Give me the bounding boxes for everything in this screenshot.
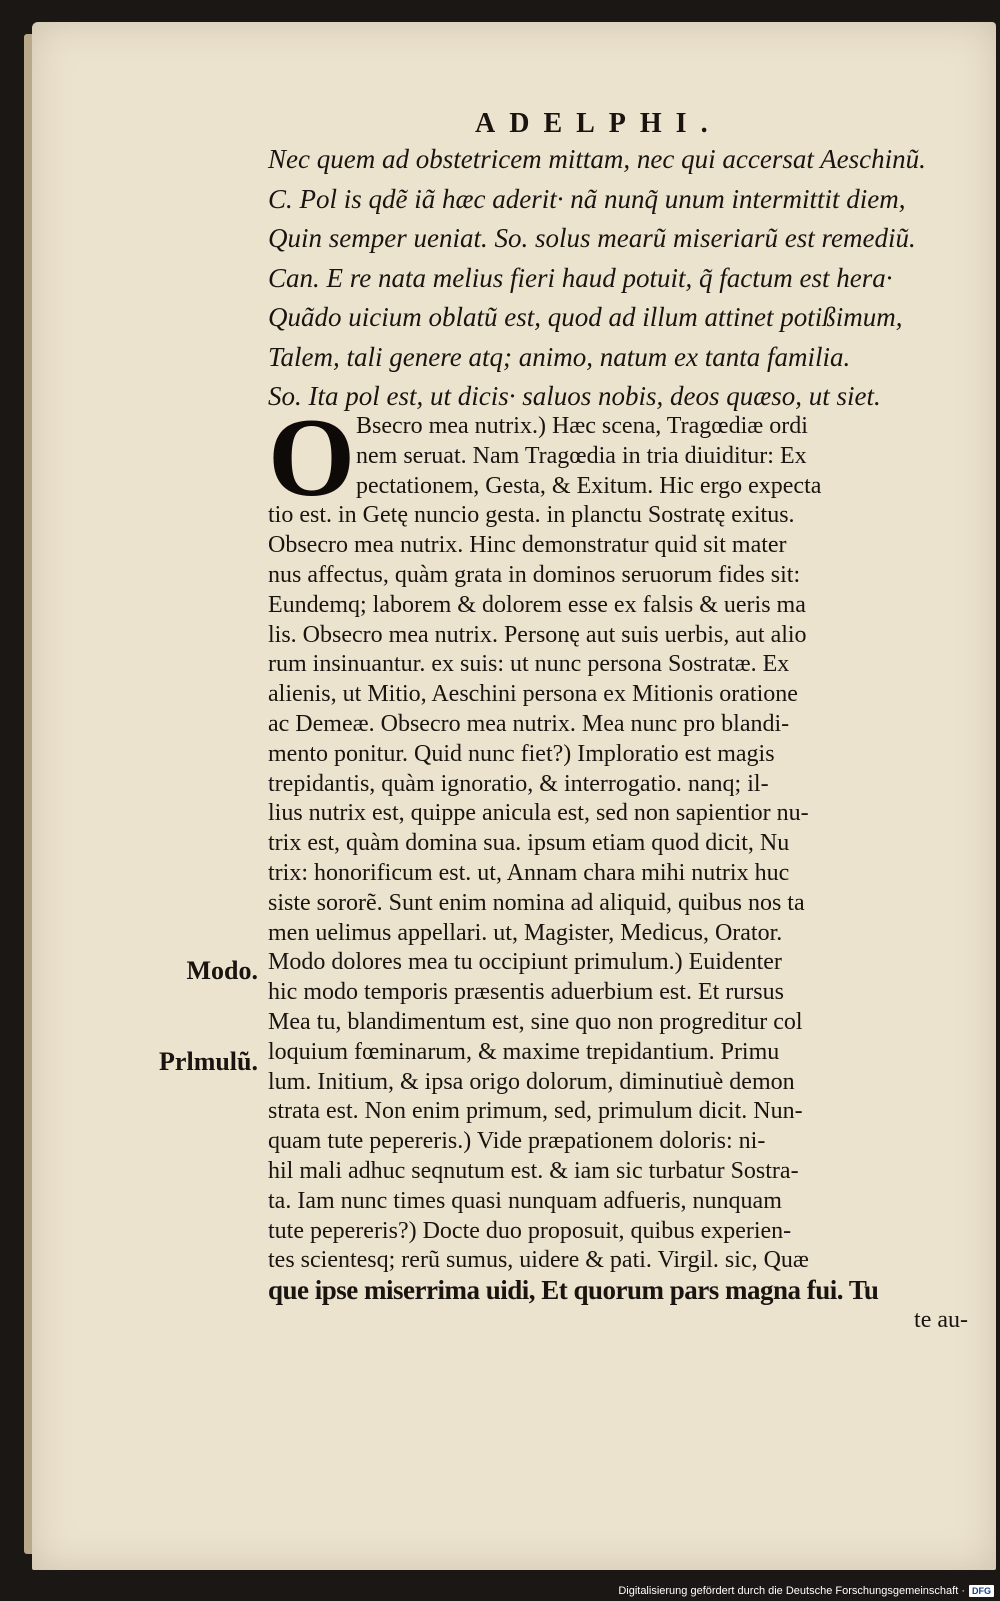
commentary-line: que ipse miserrima uidi, Et quorum pars magna fui. Tu — [268, 1276, 879, 1306]
commentary-line: siste sororẽ. Sunt enim nomina ad aliquid, quibus nos ta — [268, 889, 805, 916]
commentary-line: lis. Obsecro mea nutrix. Personę aut suis uerbis, aut alio — [268, 621, 807, 648]
commentary-line: tute pepereris?) Docte duo proposuit, quibus experien- — [268, 1217, 792, 1244]
commentary-line: pectationem, Gesta, & Exitum. Hic ergo expecta — [356, 472, 822, 499]
verse-line: Quin semper ueniat. So. solus mearũ miseriarũ est remediũ. — [268, 223, 916, 253]
footer-text: Digitalisierung gefördert durch die Deutsche Forschungsgemeinschaft · — [618, 1585, 965, 1597]
verse-block — [268, 140, 988, 417]
commentary-line: alienis, ut Mitio, Aeschini persona ex Mitionis oratione — [268, 681, 798, 708]
commentary-line: trix est, quàm domina sua. ipsum etiam quod dicit, Nu — [268, 830, 790, 857]
commentary-line: Mea tu, blandimentum est, sine quo non progreditur col — [268, 1008, 803, 1035]
verse-line: Quãdo uicium oblatũ est, quod ad illum attinet potißimum, — [268, 302, 903, 332]
verse-line: C. Pol is qdẽ iã hæc aderit· nã nunq̃ unum intermittit diem, — [268, 183, 906, 214]
catchword: te au- — [914, 1306, 968, 1333]
commentary-line: men uelimus appellari. ut, Magister, Medicus, Orator. — [268, 919, 783, 946]
commentary-line: Modo dolores mea tu occipiunt primulum.) Euidenter — [268, 949, 782, 976]
digitization-credit — [618, 1585, 994, 1597]
commentary-line: lum. Initium, & ipsa origo dolorum, diminutiuè demon — [268, 1068, 795, 1095]
dfg-logo-icon: DFG — [969, 1585, 994, 1597]
commentary-line: nem seruat. Nam Tragœdia in tria diuiditur: Ex — [356, 442, 807, 469]
drop-cap: O — [268, 396, 356, 520]
verse-line: Nec quem ad obstetricem mittam, nec qui accersat Aeschinũ. — [268, 144, 926, 174]
commentary-line: hic modo temporis præsentis aduerbium est. Et rursus — [268, 979, 784, 1006]
marginal-note-primulum: Prlmulũ. — [159, 1047, 258, 1076]
commentary-line: tio est. in Getę nuncio gesta. in planctu Sostratę exitus. — [268, 502, 795, 529]
commentary-line: nus affectus, quàm grata in dominos seruorum fides sit: — [268, 561, 801, 588]
verse-line: Can. E re nata melius fieri haud potuit, q̃ factum est hera· — [268, 262, 893, 293]
commentary-line: rum insinuantur. ex suis: ut nunc persona Sostratæ. Ex — [268, 651, 790, 678]
commentary-line: strata est. Non enim primum, sed, primulum dicit. Nun- — [268, 1098, 803, 1125]
commentary-line: tes scientesq; rerũ sumus, uidere & pati. Virgil. sic, Quæ — [268, 1247, 809, 1274]
running-head: ADELPHI. — [475, 108, 722, 139]
commentary-line: quam tute pepereris.) Vide præpationem doloris: ni- — [268, 1128, 766, 1155]
commentary-line: mento ponitur. Quid nunc fiet?) Imploratio est magis — [268, 740, 775, 767]
commentary-line: lius nutrix est, quippe anicula est, sed non sapientior nu- — [268, 800, 809, 827]
commentary-line: Bsecro mea nutrix.) Hæc scena, Tragœdiæ ordi — [356, 413, 808, 439]
verse-line: Talem, tali genere atq; animo, natum ex tanta familia. — [268, 341, 851, 372]
commentary-line: ta. Iam nunc times quasi nunquam adfueris, nunquam — [268, 1187, 782, 1214]
commentary-line: trix: honorificum est. ut, Annam chara mihi nutrix huc — [268, 859, 790, 886]
commentary-line: loquium fœminarum, & maxime trepidantium. Primu — [268, 1038, 780, 1065]
commentary-line: hil mali adhuc seqnutum est. & iam sic turbatur Sostra- — [268, 1157, 799, 1184]
verse-line: So. Ita pol est, ut dicis· saluos nobis, deos quæso, ut siet. — [268, 381, 881, 411]
commentary-line: Eundemq; laborem & dolorem esse ex falsis & ueris ma — [268, 591, 806, 618]
commentary-line: trepidantis, quàm ignoratio, & interrogatio. nanq; il- — [268, 770, 769, 797]
commentary-line: Obsecro mea nutrix. Hinc demonstratur quid sit mater — [268, 532, 787, 559]
marginal-note-modo: Modo. — [186, 956, 258, 985]
commentary-line: ac Demeæ. Obsecro mea nutrix. Mea nunc pro blandi- — [268, 710, 790, 737]
